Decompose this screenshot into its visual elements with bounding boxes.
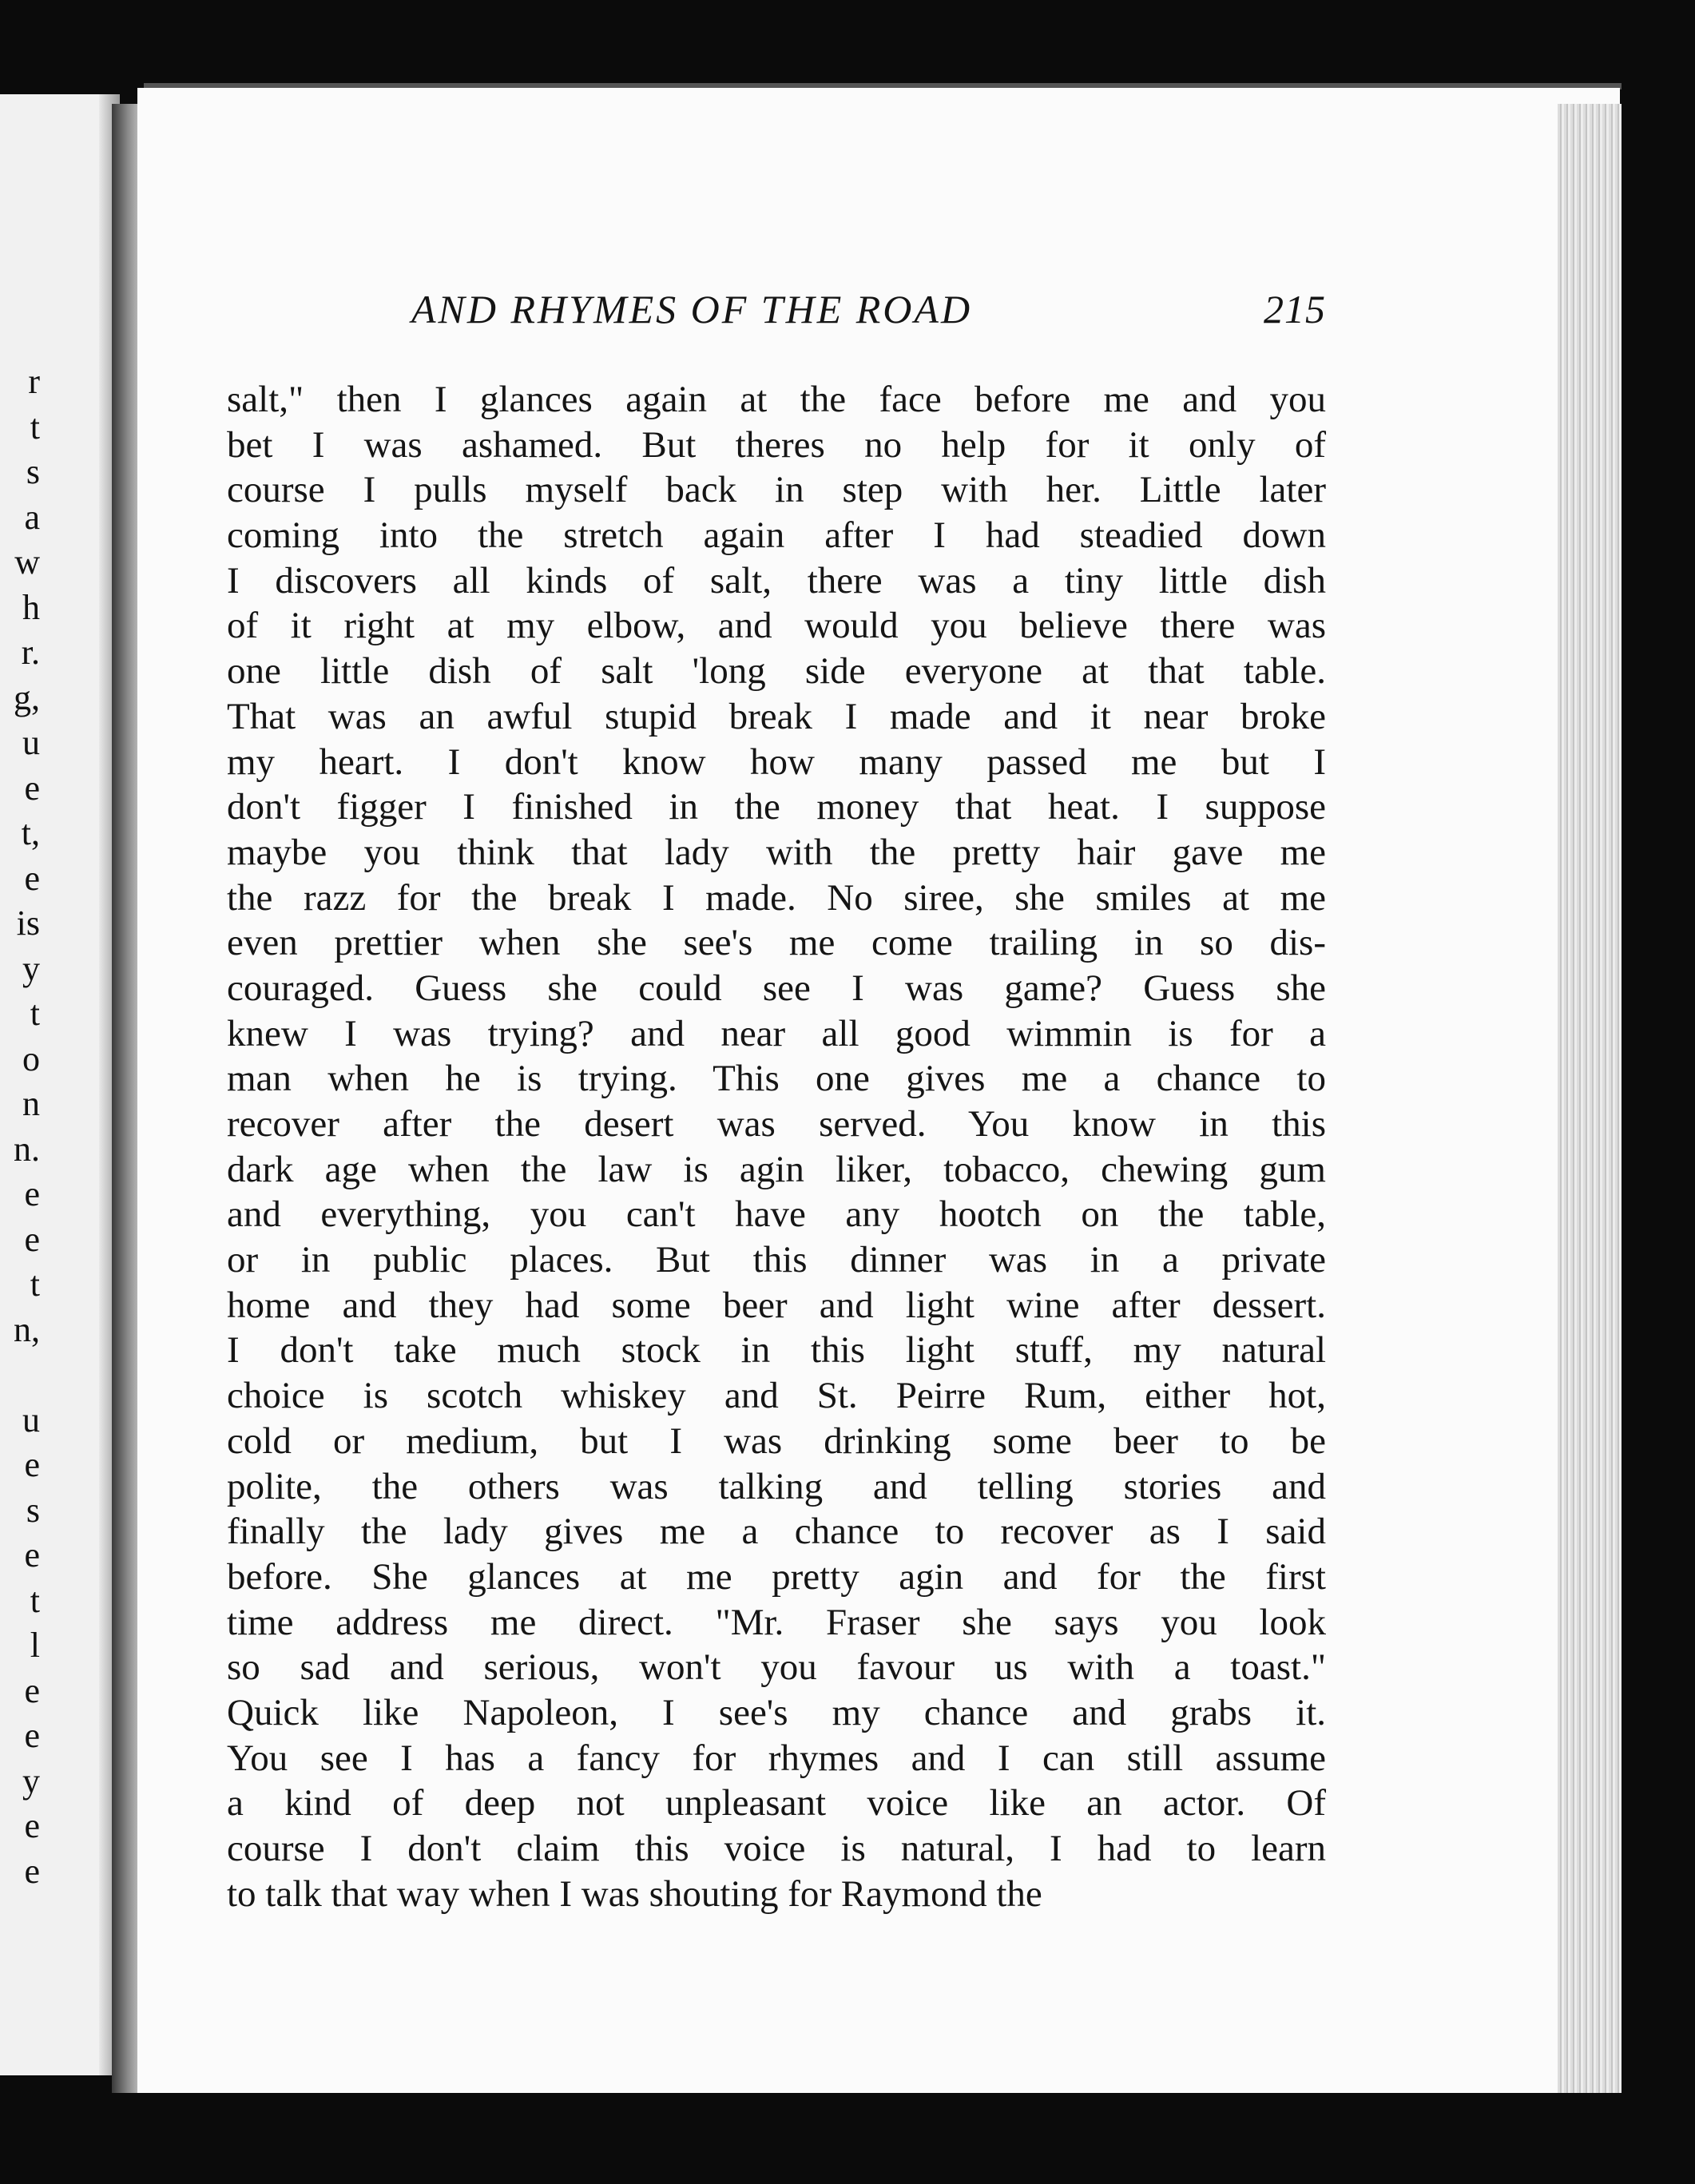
text-line: salt," then I glances again at the face before me and you [227, 379, 1326, 420]
text-line: to talk that way when I was shouting for Raymond the [227, 1872, 1042, 1915]
facing-page-fragment: e [24, 1806, 40, 1845]
page-stack-edge [1558, 104, 1622, 2093]
text-line: I don't take much stock in this light stuff, my natural [227, 1329, 1326, 1372]
text-line: recover after the desert was served. You know in this [227, 1103, 1326, 1145]
facing-page-fragment: t, [21, 813, 40, 852]
text-line: before. She glances at me pretty agin and for the first [227, 1555, 1326, 1598]
text-line: You see I has a fancy for rhymes and I can still assume [227, 1737, 1326, 1779]
text-line: one little dish of salt 'long side everyone at that table. [227, 650, 1326, 693]
facing-page-fragment [0, 1352, 40, 1398]
text-line: dark age when the law is agin liker, tobacco, chewing gum [227, 1148, 1326, 1190]
facing-page-fragment: n [22, 1084, 40, 1123]
text-line: knew I was trying? and near all good wimmin is for a [227, 1012, 1326, 1054]
text-line: That was an awful stupid break I made and it near broke [227, 695, 1326, 737]
facing-page-fragment: h [22, 587, 40, 627]
facing-page-fragment: n. [14, 1129, 40, 1169]
facing-page-fragment: u [22, 723, 40, 762]
facing-page-fragment: e [24, 1535, 40, 1574]
text-line: Quick like Napoleon, I see's my chance and grabs it. [227, 1691, 1326, 1733]
text-line: couraged. Guess she could see I was game? Guess she [227, 967, 1326, 1009]
running-title: AND RHYMES OF THE ROAD [411, 287, 973, 332]
facing-page-fragment: e [24, 858, 40, 898]
facing-page-fragment: e [24, 1851, 40, 1891]
facing-page-fragment: y [22, 1761, 40, 1801]
text-line: don't figger I finished in the money that heat. I suppose [227, 786, 1326, 828]
facing-page-fragment: y [22, 948, 40, 988]
text-line: course I pulls myself back in step with her. Little later [227, 469, 1326, 511]
text-line: course I don't claim this voice is natural, I had to learn [227, 1828, 1326, 1869]
facing-page-fragment: g, [14, 677, 40, 717]
text-line: home and they had some beer and light wine after dessert. [227, 1284, 1326, 1326]
text-line: of it right at my elbow, and would you believe there was [227, 605, 1326, 647]
facing-page-fragment: is [16, 903, 40, 943]
facing-page-fragment: u [22, 1400, 40, 1439]
text-line: man when he is trying. This one gives me a chance to [227, 1058, 1326, 1100]
text-line: cold or medium, but I was drinking some beer to be [227, 1420, 1326, 1462]
text-line: my heart. I don't know how many passed me but I [227, 741, 1326, 783]
body-text [227, 377, 1326, 1916]
facing-page-fragment: e [24, 1445, 40, 1484]
text-line: polite, the others was talking and telling stories and [227, 1465, 1326, 1507]
text-line: choice is scotch whiskey and St. Peirre Rum, either hot, [227, 1375, 1326, 1417]
text-line: and everything, you can't have any hootch on the table, [227, 1193, 1326, 1236]
facing-page-fragment: r [28, 362, 40, 401]
facing-page-fragment: e [24, 1670, 40, 1710]
text-line: coming into the stretch again after I had steadied down [227, 514, 1326, 557]
facing-page-fragment: t [30, 994, 40, 1033]
facing-page-fragment: t [30, 1580, 40, 1620]
facing-page-fragment: e [24, 1219, 40, 1259]
facing-page-fragment: e [24, 768, 40, 808]
facing-page-fragment: t [30, 407, 40, 447]
facing-page-fragment: e [24, 1716, 40, 1755]
facing-page-text-fragments [0, 359, 40, 1894]
text-line: the razz for the break I made. No siree, she smiles at me [227, 876, 1326, 919]
facing-page-fragment: a [24, 497, 40, 537]
facing-page-fragment: w [14, 542, 40, 582]
facing-page-fragment: r. [21, 633, 40, 672]
text-line: maybe you think that lady with the pretty hair gave me [227, 831, 1326, 873]
text-line: or in public places. But this dinner was in a private [227, 1239, 1326, 1281]
facing-page-fragment: o [22, 1038, 40, 1078]
facing-page-fragment: s [26, 452, 40, 491]
text-line: even prettier when she see's me come trailing in so dis- [227, 922, 1326, 964]
text-line: a kind of deep not unpleasant voice like an actor. Of [227, 1782, 1326, 1825]
text-line: finally the lady gives me a chance to recover as I said [227, 1511, 1326, 1553]
facing-page-fragment: n, [14, 1309, 40, 1349]
text-line: bet I was ashamed. But theres no help for it only of [227, 423, 1326, 466]
facing-page-fragment: e [24, 1174, 40, 1213]
text-line: I discovers all kinds of salt, there was a tiny little dish [227, 559, 1326, 602]
facing-page-fragment: s [26, 1490, 40, 1530]
facing-page-fragment: l [30, 1626, 40, 1665]
page-number: 215 [1264, 287, 1326, 332]
text-line: time address me direct. "Mr. Fraser she says you look [227, 1601, 1326, 1643]
text-line: so sad and serious, won't you favour us with a toast." [227, 1646, 1326, 1689]
facing-page-fragment: t [30, 1265, 40, 1304]
